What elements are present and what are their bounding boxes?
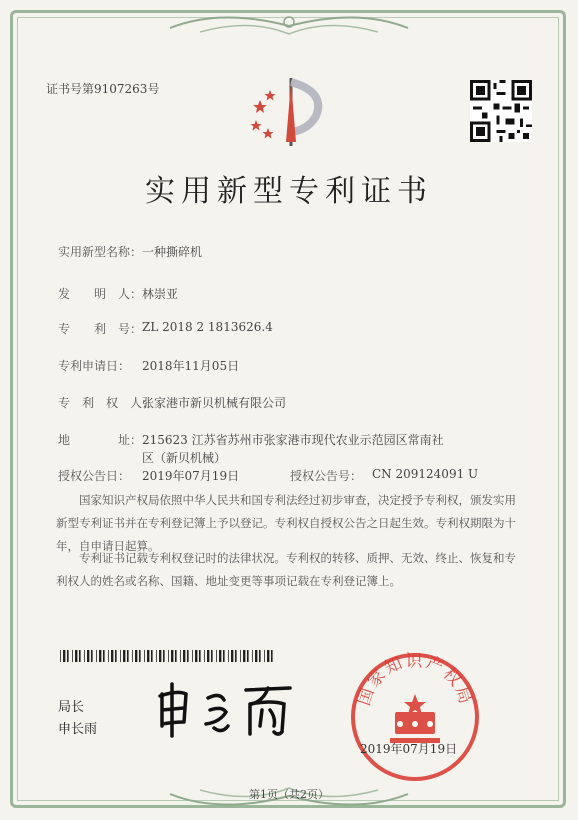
publication-number-value: CN 209124091 U	[372, 467, 479, 481]
address-value-line-1: 215623 江苏省苏州市张家港市现代农业示范园区常南社	[142, 433, 444, 447]
signatory-name: 申长雨	[58, 722, 98, 737]
patent-holder-value: 张家港市新贝机械有限公司	[142, 396, 287, 410]
grant-paragraph: 国家知识产权局依照中华人民共和国专利法经过初步审查，决定授予专利权，颁发实用新型专利证书并在专利登记簿上予以登记。专利权自授权公告之日起生效。专利权期限为十年，自申请日起算。	[56, 493, 516, 553]
top-ornament	[160, 8, 418, 42]
handwritten-signature	[150, 680, 300, 740]
certificate-number: 证书号第9107263号	[46, 82, 160, 96]
name-value: 一种撕碎机	[142, 245, 203, 259]
svg-text:国家知识产权局: 国家知识产权局	[354, 651, 476, 709]
seal-date: 2019年07月19日	[360, 742, 458, 756]
filing-date-label: 专利申请日：	[58, 359, 131, 373]
legal-status-statement	[56, 547, 526, 593]
publication-number-label: 授权公告号：	[290, 469, 363, 483]
cnipa-logo	[246, 72, 336, 152]
name-label: 实用新型名称：	[58, 245, 143, 259]
qr-code	[470, 80, 532, 142]
page-number: 第1页（共2页）	[249, 788, 329, 801]
legal-status-paragraph: 专利证书记载专利权登记时的法律状况。专利权的转移、质押、无效、终止、恢复和专利权人的姓名或名称、国籍、地址变更等事项记载在专利登记簿上。	[56, 551, 516, 588]
inventor-label: 发 明 人：	[58, 287, 143, 301]
publication-date-label: 授权公告日：	[58, 469, 131, 483]
address-value-line-2: 区（新贝机械）	[142, 451, 227, 465]
signatory-title: 局长	[58, 700, 85, 715]
filing-date-value: 2018年11月05日	[142, 359, 240, 373]
barcode	[60, 650, 278, 662]
official-seal	[348, 650, 482, 784]
patent-number-value: ZL 2018 2 1813626.4	[142, 320, 273, 334]
patent-number-label: 专 利 号：	[58, 322, 143, 336]
publication-date-value: 2019年07月19日	[142, 469, 240, 483]
inventor-value: 林崇亚	[142, 287, 179, 301]
patent-holder-label: 专 利 权 人：	[58, 396, 155, 410]
certificate-title: 实用新型专利证书	[145, 174, 433, 209]
address-label: 地 址：	[58, 433, 143, 447]
